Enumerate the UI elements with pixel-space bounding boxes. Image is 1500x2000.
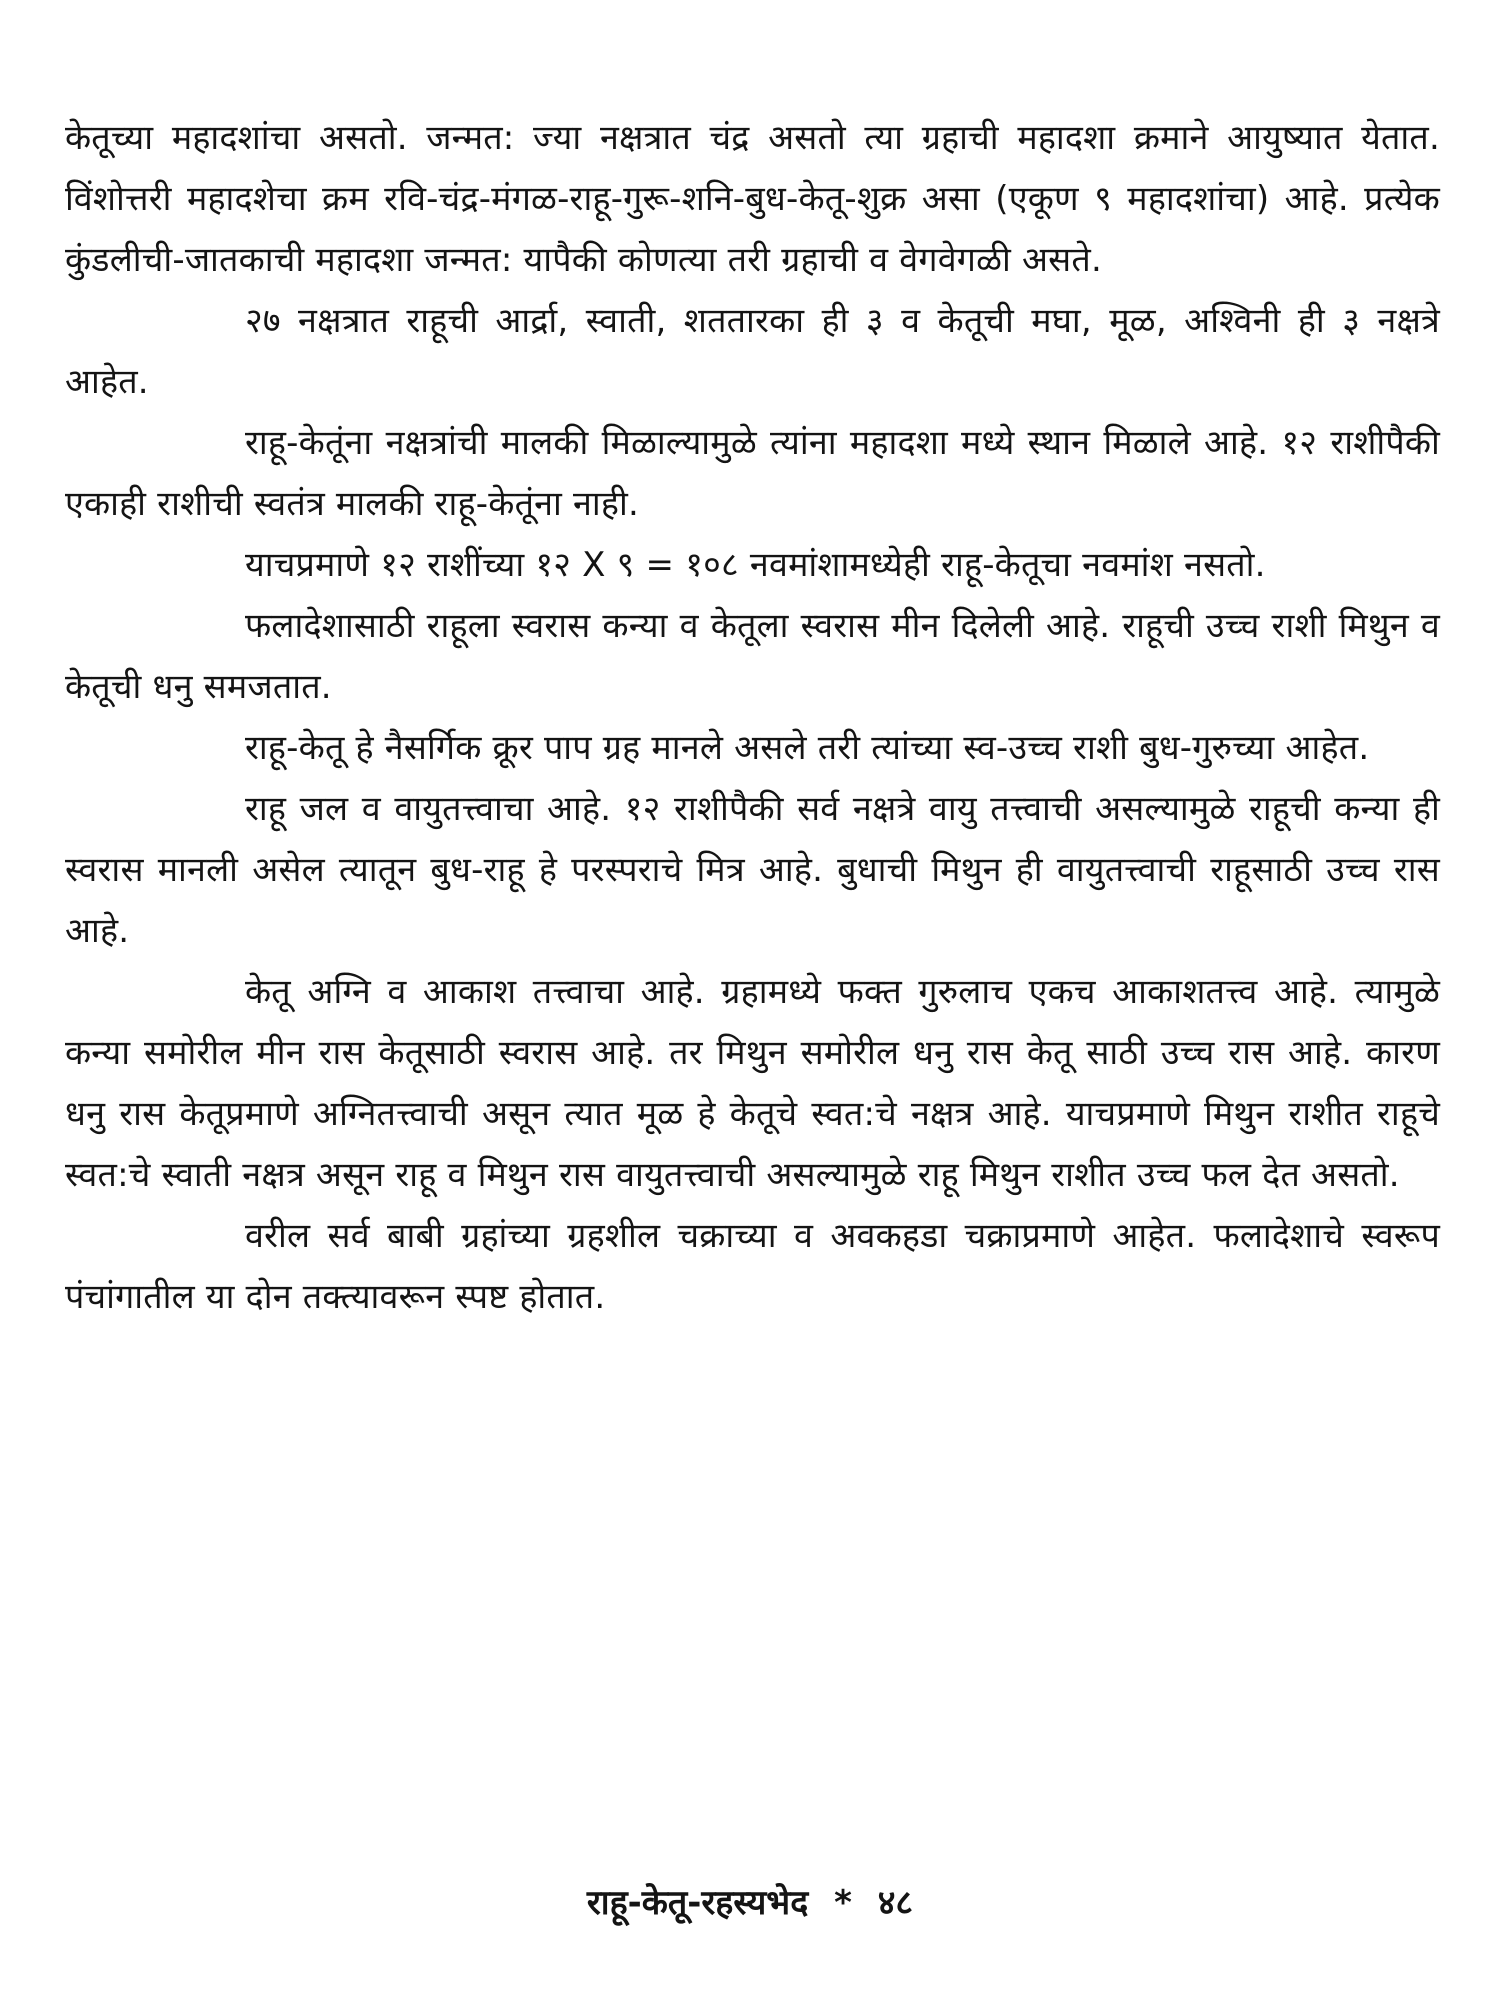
body-text	[65, 108, 1440, 1328]
paragraph-7: राहू जल व वायुतत्त्वाचा आहे. १२ राशीपैकी सर्व नक्षत्रे वायु तत्त्वाची असल्यामुळे राहूची कन्या ही स्वरास मानली असेल त्यातून बुध-राहू हे परस्पराचे मित्र आहे. बुधाची मिथुन ही वायुतत्त्वाची राहूसाठी उच्च रास आहे.	[65, 789, 1440, 951]
paragraph-5: फलादेशासाठी राहूला स्वरास कन्या व केतूला स्वरास मीन दिलेली आहे. राहूची उच्च राशी मिथुन व केतूची धनु समजतात.	[65, 606, 1440, 707]
paragraph-4: याचप्रमाणे १२ राशींच्या १२ X ९ = १०८ नवमांशामध्येही राहू-केतूचा नवमांश नसतो.	[245, 545, 1266, 585]
paragraph-9: वरील सर्व बाबी ग्रहांच्या ग्रहशील चक्राच्या व अवकहडा चक्राप्रमाणे आहेत. फलादेशाचे स्वरूप पंचांगातील या दोन तक्त्यावरून स्पष्ट होतात.	[65, 1216, 1440, 1317]
page-footer	[0, 1878, 1500, 1928]
footer-separator: *	[834, 1883, 852, 1923]
paragraph-2: २७ नक्षत्रात राहूची आर्द्रा, स्वाती, शततारका ही ३ व केतूची मघा, मूळ, अश्विनी ही ३ नक्षत्रे आहेत.	[65, 301, 1440, 402]
paragraph-6: राहू-केतू हे नैसर्गिक क्रूर पाप ग्रह मानले असले तरी त्यांच्या स्व-उच्च राशी बुध-गुरुच्या आहेत.	[245, 728, 1370, 768]
paragraph-8: केतू अग्नि व आकाश तत्त्वाचा आहे. ग्रहामध्ये फक्त गुरुलाच एकच आकाशतत्त्व आहे. त्यामुळे कन्या समोरील मीन रास केतूसाठी स्वरास आहे. तर मिथुन समोरील धनु रास केतू साठी उच्च रास आहे. कारण धनु रास केतूप्रमाणे अग्नितत्त्वाची असून त्यात मूळ हे केतूचे स्वत:चे नक्षत्र आहे. याचप्रमाणे मिथुन राशीत राहूचे स्वत:चे स्वाती नक्षत्र असून राहू व मिथुन रास वायुतत्त्वाची असल्यामुळे राहू मिथुन राशीत उच्च फल देत असतो.	[65, 972, 1440, 1195]
paragraph-1: केतूच्या महादशांचा असतो. जन्मत: ज्या नक्षत्रात चंद्र असतो त्या ग्रहाची महादशा क्रमाने आयुष्यात येतात. विंशोत्तरी महादशेचा क्रम रवि-चंद्र-मंगळ-राहू-गुरू-शनि-बुध-केतू-शुक्र असा (एकूण ९ महादशांचा) आहे. प्रत्येक कुंडलीची-जातकाची महादशा जन्मत: यापैकी कोणत्या तरी ग्रहाची व वेगवेगळी असते.	[65, 118, 1440, 280]
page-number: ४८	[877, 1883, 914, 1923]
page	[65, 108, 1440, 1988]
book-title: राहू-केतू-रहस्यभेद	[586, 1883, 809, 1923]
paragraph-3: राहू-केतूंना नक्षत्रांची मालकी मिळाल्यामुळे त्यांना महादशा मध्ये स्थान मिळाले आहे. १२ राशीपैकी एकाही राशीची स्वतंत्र मालकी राहू-केतूंना नाही.	[65, 423, 1440, 524]
